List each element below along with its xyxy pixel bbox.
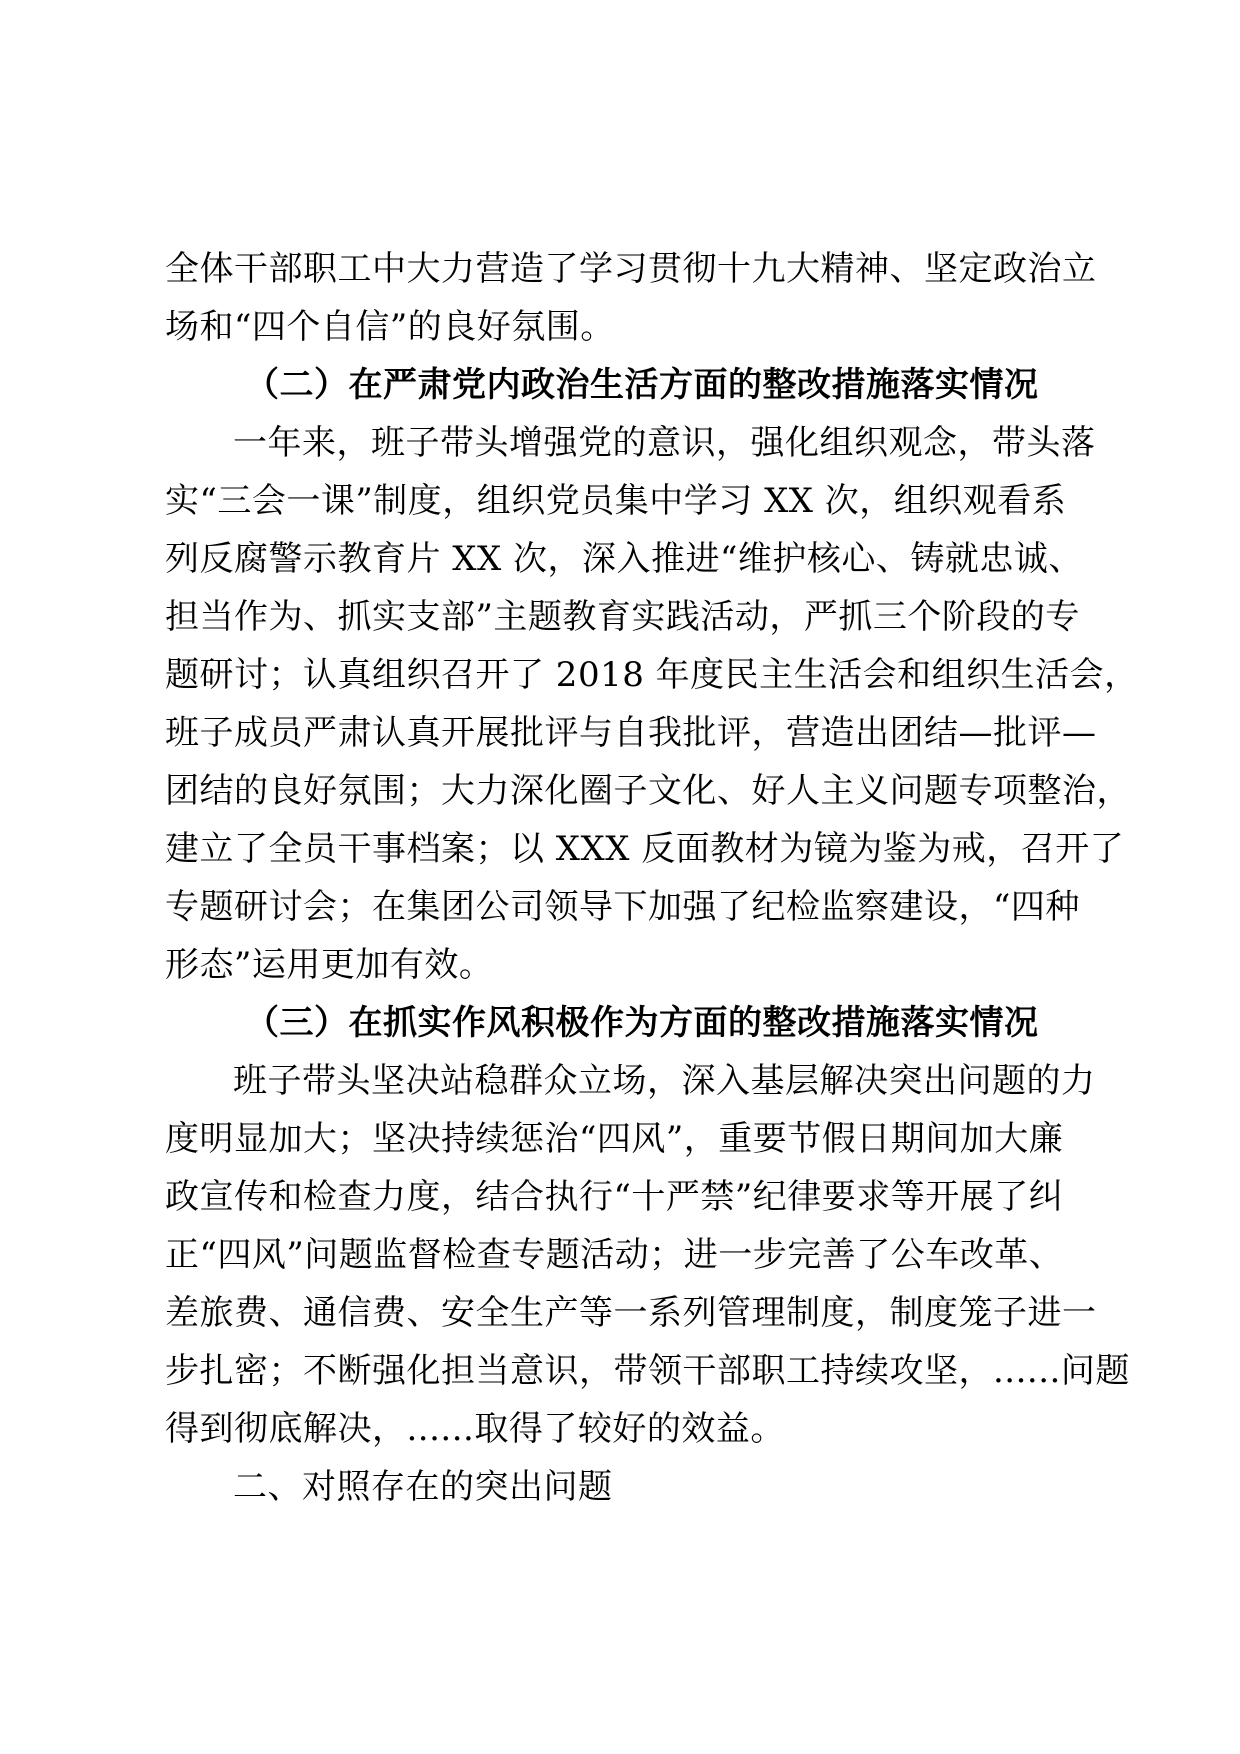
body-line: 差旅费、通信费、安全生产等一系列管理制度，制度笼子进一	[165, 1293, 1097, 1333]
body-line: 班子成员严肃认真开展批评与自我批评，营造出团结—批评—	[165, 713, 1097, 753]
body-line: 政宣传和检查力度，结合执行“十严禁”纪律要求等开展了纠	[165, 1177, 1064, 1217]
body-line: 列反腐警示教育片 XX 次，深入推进“维护核心、铸就忠诚、	[165, 539, 1083, 579]
body-line: 全体干部职工中大力营造了学习贯彻十九大精神、坚定政治立	[165, 249, 1097, 289]
body-line: 专题研讨会；在集团公司领导下加强了纪检监察建设，“四种	[165, 887, 1080, 927]
body-line: 团结的良好氛围；大力深化圈子文化、好人主义问题专项整治，	[165, 771, 1131, 811]
body-line: 建立了全员干事档案；以 XXX 反面教材为镜为鉴为戒，召开了	[165, 829, 1125, 869]
body-line: 形态”运用更加有效。	[165, 945, 494, 985]
body-line: 度明显加大；坚决持续惩治“四风”，重要节假日期间加大廉	[165, 1119, 1064, 1159]
body-line: 担当作为、抓实支部”主题教育实践活动，严抓三个阶段的专	[165, 597, 1080, 637]
body-line: 得到彻底解决，......取得了较好的效益。	[165, 1409, 785, 1449]
body-line: 题研讨；认真组织召开了 2018 年度民主生活会和组织生活会，	[165, 655, 1139, 695]
body-line: 场和“四个自信”的良好氛围。	[165, 307, 615, 347]
section-heading-2: （二）在严肃党内政治生活方面的整改措施落实情况	[245, 365, 1039, 405]
section-title-2: 二、对照存在的突出问题	[233, 1467, 613, 1507]
body-line: 正“四风”问题监督检查专题活动；进一步完善了公车改革、	[165, 1235, 1064, 1275]
paragraph-start-line: 班子带头坚决站稳群众立场，深入基层解决突出问题的力	[233, 1061, 1096, 1101]
body-line: 步扎密；不断强化担当意识，带领干部职工持续攻坚，......问题	[165, 1351, 1130, 1391]
paragraph-start-line: 一年来，班子带头增强党的意识，强化组织观念，带头落	[233, 423, 1096, 463]
section-heading-3: （三）在抓实作风积极作为方面的整改措施落实情况	[245, 1003, 1039, 1043]
document-body	[165, 240, 1139, 1516]
body-line: 实“三会一课”制度，组织党员集中学习 XX 次，组织观看系	[165, 481, 1067, 521]
